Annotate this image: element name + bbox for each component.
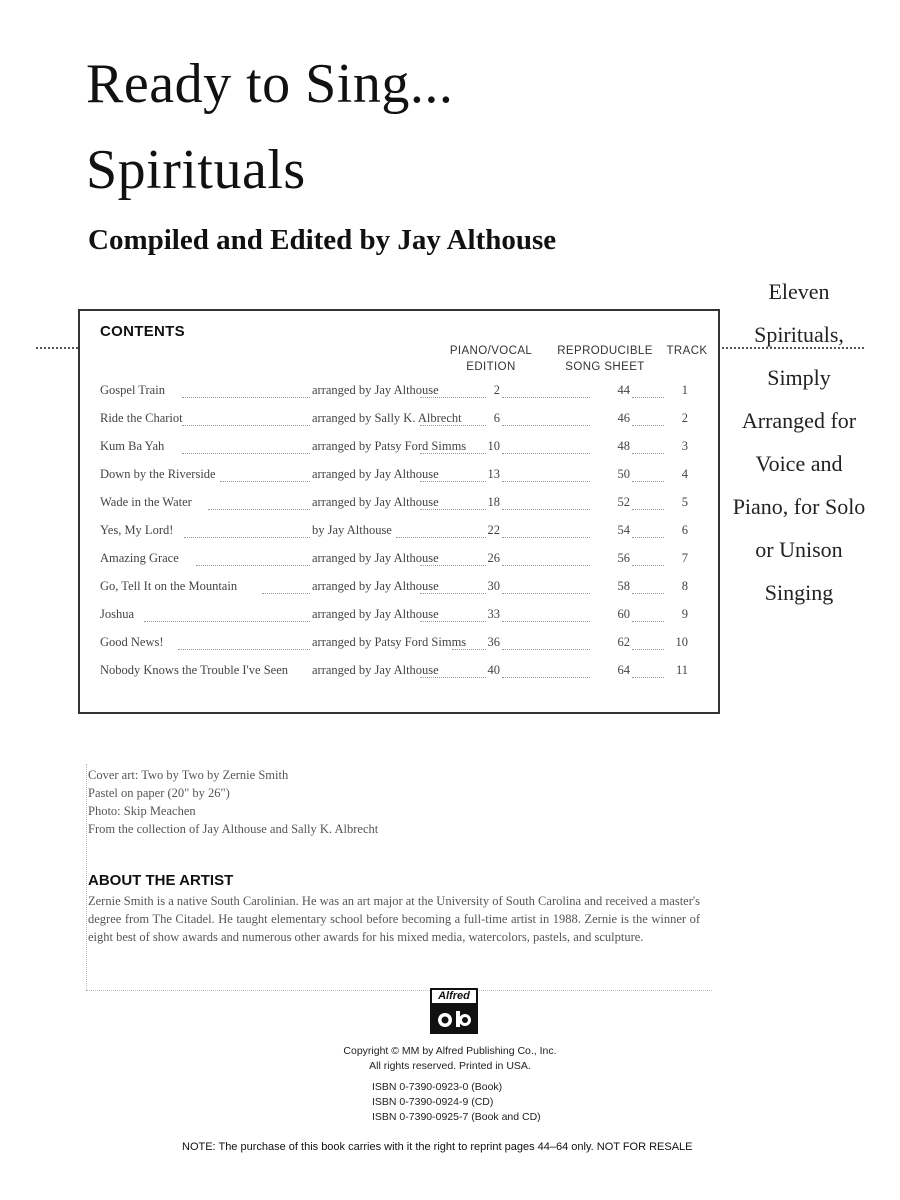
sheet-page: 54 [617,523,630,537]
contents-row [100,607,690,627]
tagline-line: Singing [764,580,834,605]
piano-page: 33 [487,607,500,621]
song-arranger: arranged by Jay Althouse [312,551,439,565]
isbn-line: ISBN 0-7390-0923-0 (Book) [372,1081,503,1093]
tagline-line: Spirituals, [754,322,844,347]
song-title: Kum Ba Yah [100,439,165,453]
track-number: 10 [675,635,688,649]
song-title: Good News! [100,635,164,649]
song-arranger: arranged by Jay Althouse [312,579,439,593]
piano-page: 2 [493,383,500,397]
column-header-piano-line2: EDITION [466,361,516,373]
piano-page: 22 [487,523,500,537]
song-arranger: arranged by Sally K. Albrecht [312,411,462,425]
dotted-rule-left [36,347,78,349]
track-number: 8 [681,579,688,593]
credit-line: Pastel on paper (20" by 26") [88,786,230,800]
credit-line: Cover art: Two by Two by Zernie Smith [88,768,289,782]
resale-note: NOTE: The purchase of this book carries with it the right to reprint pages 44–64 only. NOT FOR RESALE [182,1141,693,1153]
copyright-notice [300,1044,600,1074]
song-arranger: arranged by Patsy Ford Simms [312,635,467,649]
track-number: 9 [681,607,688,621]
song-arranger: arranged by Patsy Ford Simms [312,439,467,453]
title-line-1: Ready to Sing... [86,53,454,115]
isbn-line: ISBN 0-7390-0924-9 (CD) [372,1096,494,1108]
song-title: Joshua [100,607,135,621]
credit-line: From the collection of Jay Althouse and Sally K. Albrecht [88,822,379,836]
track-number: 7 [681,551,688,565]
song-title: Down by the Riverside [100,467,216,481]
song-title: Yes, My Lord! [100,523,174,537]
column-header-repro-line2: SONG SHEET [565,361,645,373]
contents-row [100,495,690,515]
song-arranger: arranged by Jay Althouse [312,663,439,677]
cover-art-credits [88,766,378,838]
credit-line: Photo: Skip Meachen [88,804,196,818]
song-title: Amazing Grace [100,551,179,565]
contents-row [100,635,690,655]
piano-page: 18 [487,495,500,509]
sheet-page: 52 [617,495,630,509]
tagline-line: Arranged for [741,408,857,433]
tagline-line: or Unison [755,537,843,562]
isbn-line: ISBN 0-7390-0925-7 (Book and CD) [372,1111,541,1123]
piano-page: 36 [487,635,500,649]
column-header-repro-line1: REPRODUCIBLE [557,345,653,357]
dotted-frame-left [86,764,87,990]
track-number: 11 [675,663,688,677]
music-note-icon [432,1005,476,1033]
song-arranger: arranged by Jay Althouse [312,383,439,397]
about-artist-text: Zernie Smith is a native South Carolinian. He was an art major at the University of South Carolina and received a master's degree from The Citadel. He taught elementary school before becoming a full-time artist in 1988. Zernie is the winner of eight best of show awards and numerous other awards for his mixed media, watercolors, pastels, and sculpture. [88,894,700,944]
piano-page: 40 [487,663,500,677]
sheet-page: 44 [617,383,630,397]
song-arranger: by Jay Althouse [312,523,392,537]
track-number: 5 [681,495,688,509]
piano-page: 30 [487,579,500,593]
song-arranger: arranged by Jay Althouse [312,495,439,509]
contents-heading: CONTENTS [100,323,185,340]
piano-page: 10 [487,439,500,453]
alfred-logo [430,988,478,1034]
song-title: Wade in the Water [100,495,192,509]
sheet-page: 46 [617,411,630,425]
piano-page: 26 [487,551,500,565]
contents-row [100,383,690,403]
logo-text: Alfred [432,990,476,1005]
contents-row [100,663,690,683]
subtitle: Compiled and Edited by Jay Althouse [88,224,557,256]
tagline-line: Simply [767,365,831,390]
title-line-2: Spirituals [86,139,306,201]
contents-row [100,523,690,543]
column-header-reproducible [550,343,660,375]
sheet-page: 60 [617,607,630,621]
song-arranger: arranged by Jay Althouse [312,607,439,621]
track-number: 2 [681,411,688,425]
contents-row [100,439,690,459]
isbn-list [372,1080,572,1125]
sheet-page: 50 [617,467,630,481]
sheet-page: 56 [617,551,630,565]
column-header-piano-line1: PIANO/VOCAL [449,345,533,357]
tagline-line: Voice and [755,451,843,476]
tagline-line: Piano, for Solo [732,494,866,519]
song-title: Go, Tell It on the Mountain [100,579,238,593]
song-title: Nobody Knows the Trouble I've Seen [100,663,289,677]
sheet-page: 64 [617,663,630,677]
track-number: 4 [681,467,688,481]
tagline-line: Eleven [768,279,830,304]
side-tagline [724,270,874,614]
column-header-piano-vocal [436,343,546,375]
rights-line: All rights reserved. Printed in USA. [369,1060,531,1072]
dotted-frame-bottom [86,990,712,991]
contents-row [100,551,690,571]
sheet-page: 62 [617,635,630,649]
sheet-page: 48 [617,439,630,453]
contents-row [100,411,690,431]
track-number: 6 [681,523,688,537]
column-header-track: TRACK [666,345,708,357]
contents-row [100,579,690,599]
piano-page: 13 [487,467,500,481]
piano-page: 6 [493,411,500,425]
sheet-page: 58 [617,579,630,593]
contents-row [100,467,690,487]
song-title: Gospel Train [100,383,165,397]
copyright-line: Copyright © MM by Alfred Publishing Co., Inc. [343,1045,557,1057]
about-artist-heading: ABOUT THE ARTIST [88,872,234,889]
song-arranger: arranged by Jay Althouse [312,467,439,481]
contents-box [78,309,720,714]
song-title: Ride the Chariot [100,411,183,425]
track-number: 3 [681,439,688,453]
track-number: 1 [681,383,688,397]
